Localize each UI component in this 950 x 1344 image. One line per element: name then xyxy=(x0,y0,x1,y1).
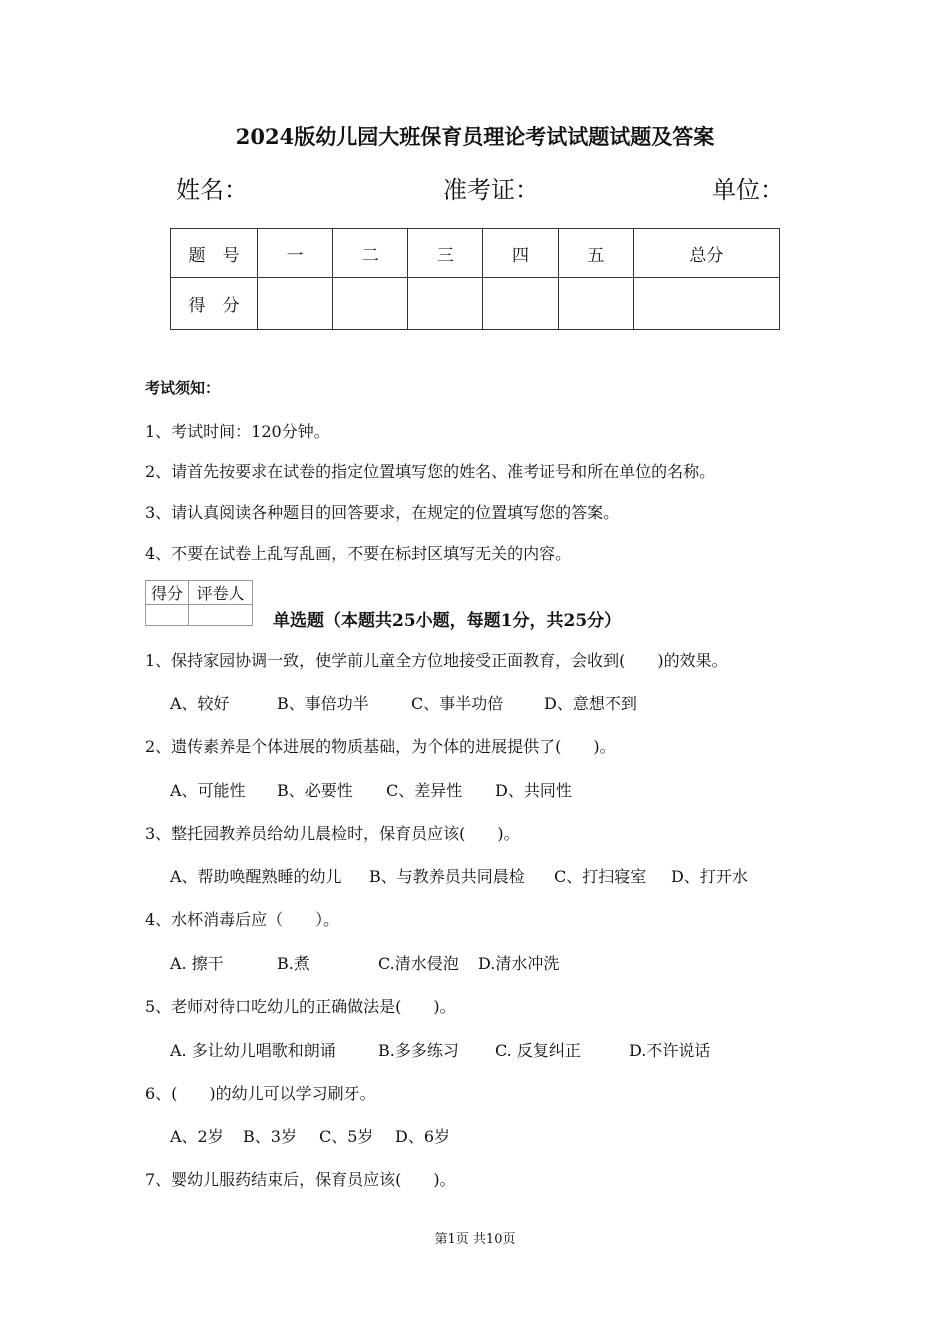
name-label: 姓名： xyxy=(176,176,248,204)
question-text: 1、保持家园协调一致，使学前儿童全方位地接受正面教育，会收到( )的效果。 xyxy=(145,651,728,670)
option[interactable]: A. 多让幼儿唱歌和朗诵 xyxy=(170,1041,336,1060)
option[interactable]: D、意想不到 xyxy=(544,694,637,713)
question-options xyxy=(170,951,559,974)
question-text: 5、老师对待口吃幼儿的正确做法是( )。 xyxy=(145,997,456,1016)
unit-label: 单位： xyxy=(712,176,784,204)
option[interactable]: D.清水冲洗 xyxy=(478,954,560,973)
page-footer: 第1页 共10页 xyxy=(434,1232,516,1247)
exam-id-label: 准考证： xyxy=(443,176,539,204)
question-options xyxy=(170,691,637,714)
header-cell-1: 一 xyxy=(258,229,333,278)
score-table-score-row xyxy=(171,278,780,330)
notice-item: 3、请认真阅读各种题目的回答要求，在规定的位置填写您的答案。 xyxy=(145,503,620,522)
option[interactable]: B、与教养员共同晨检 xyxy=(369,867,525,886)
option[interactable]: D.不许说话 xyxy=(629,1041,711,1060)
question-text: 4、水杯消毒后应（ ）。 xyxy=(145,910,340,929)
notice-item: 1、考试时间：120分钟。 xyxy=(145,422,330,441)
question-options xyxy=(170,778,572,801)
header-cell-2: 二 xyxy=(333,229,408,278)
option[interactable]: C、差异性 xyxy=(386,781,463,800)
grader-name-cell[interactable] xyxy=(189,605,253,626)
option[interactable]: C. 反复纠正 xyxy=(495,1041,581,1060)
header-cell-5: 五 xyxy=(558,229,633,278)
grader-box xyxy=(145,580,253,626)
option[interactable]: A. 擦干 xyxy=(170,954,224,973)
grader-score-label: 得分 xyxy=(146,581,189,605)
score-cell-4[interactable] xyxy=(483,278,558,330)
header-cell-4: 四 xyxy=(483,229,558,278)
section-title: 单选题（本题共25小题，每题1分，共25分） xyxy=(273,611,622,631)
score-cell-3[interactable] xyxy=(408,278,483,330)
score-table-header-row xyxy=(171,229,780,278)
header-cell-label: 题 号 xyxy=(171,229,258,278)
score-table xyxy=(170,228,780,330)
option[interactable]: D、6岁 xyxy=(395,1127,451,1146)
question-text: 3、整托园教养员给幼儿晨检时，保育员应该( )。 xyxy=(145,824,520,843)
option[interactable]: A、帮助唤醒熟睡的幼儿 xyxy=(170,867,342,886)
option[interactable]: C、事半功倍 xyxy=(411,694,504,713)
option[interactable]: B.多多练习 xyxy=(378,1041,459,1060)
grader-name-label: 评卷人 xyxy=(189,581,253,605)
question-options xyxy=(170,864,748,887)
option[interactable]: B、事倍功半 xyxy=(277,694,369,713)
question-text: 6、( )的幼儿可以学习刷牙。 xyxy=(145,1084,376,1103)
option[interactable]: B、3岁 xyxy=(243,1127,297,1146)
notice-item: 4、不要在试卷上乱写乱画，不要在标封区填写无关的内容。 xyxy=(145,544,572,563)
score-cell-1[interactable] xyxy=(258,278,333,330)
score-cell-5[interactable] xyxy=(558,278,633,330)
option[interactable]: C、5岁 xyxy=(319,1127,374,1146)
question-text: 7、婴幼儿服药结束后，保育员应该( )。 xyxy=(145,1170,456,1189)
option[interactable]: D、打开水 xyxy=(671,867,748,886)
grader-score-cell[interactable] xyxy=(146,605,189,626)
question-text: 2、遗传素养是个体进展的物质基础，为个体的进展提供了( )。 xyxy=(145,737,616,756)
notice-item: 2、请首先按要求在试卷的指定位置填写您的姓名、准考证号和所在单位的名称。 xyxy=(145,462,716,481)
option[interactable]: A、较好 xyxy=(170,694,230,713)
option[interactable]: C、打扫寝室 xyxy=(554,867,647,886)
header-cell-3: 三 xyxy=(408,229,483,278)
score-row-label: 得 分 xyxy=(171,278,258,330)
option[interactable]: B.煮 xyxy=(277,954,310,973)
page-title: 2024版幼儿园大班保育员理论考试试题试题及答案 xyxy=(235,124,715,149)
header-cell-total: 总分 xyxy=(633,229,779,278)
score-cell-total[interactable] xyxy=(633,278,779,330)
question-options xyxy=(170,1038,710,1061)
question-options xyxy=(170,1124,450,1147)
option[interactable]: A、可能性 xyxy=(170,781,246,800)
option[interactable]: A、2岁 xyxy=(170,1127,224,1146)
option[interactable]: D、共同性 xyxy=(495,781,572,800)
notice-heading: 考试须知： xyxy=(145,379,221,397)
option[interactable]: B、必要性 xyxy=(277,781,353,800)
score-cell-2[interactable] xyxy=(333,278,408,330)
option[interactable]: C.清水侵泡 xyxy=(378,954,459,973)
